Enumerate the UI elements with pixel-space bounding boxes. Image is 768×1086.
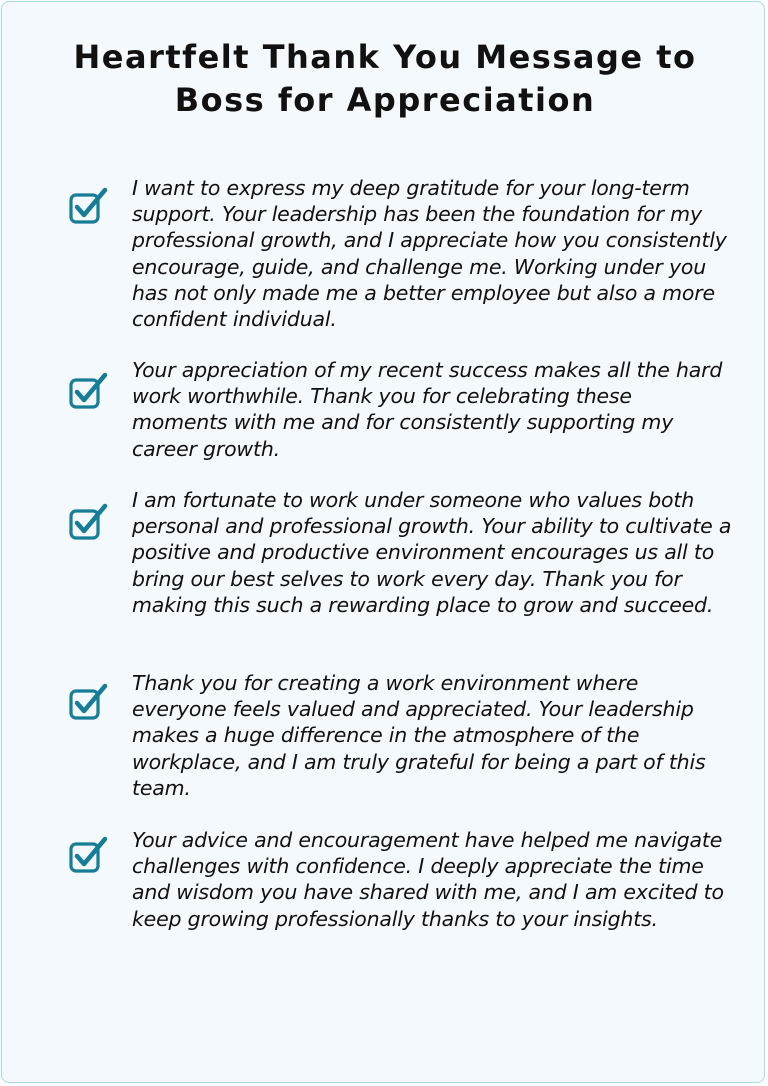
- item-text: Thank you for creating a work environment where everyone feels valued and appreciated. Your leadership makes a huge difference in the atmosphere of the workplace, and I am truly grateful for being a part of this team.: [132, 671, 706, 800]
- item-text: I want to express my deep gratitude for your long-term support. Your leadership has been the foundation for my professional growth, and I appreciate how you consistently encourage, guide, and challenge me. Working under you has not only made me a better employee but also a more confident individual.: [132, 176, 727, 332]
- checkbox-checked-icon: [68, 371, 110, 413]
- checkbox-checked-icon: [68, 502, 110, 544]
- item-text: I am fortunate to work under someone who values both personal and professional growth. Your ability to cultivate a positive and productive environment encourages us all to bring our best selves to work every day. Thank you for making this such a rewarding place to grow and succeed.: [132, 488, 732, 617]
- page-card: [1, 1, 765, 1083]
- checkbox-checked-icon: [68, 186, 110, 228]
- item-text: Your advice and encouragement have helped me navigate challenges with confidence. I deeply appreciate the time and wisdom you have shared with me, and I am excited to keep growing professionally thanks to your insights.: [132, 828, 724, 931]
- title-line-1: Heartfelt Thank You Message to: [73, 38, 697, 76]
- page-title: [2, 36, 768, 122]
- item-text: Your appreciation of my recent success makes all the hard work worthwhile. Thank you for celebrating these moments with me and for consistently supporting my career growth.: [132, 358, 723, 461]
- title-line-2: Boss for Appreciation: [174, 81, 596, 119]
- checkbox-checked-icon: [68, 682, 110, 724]
- checkbox-checked-icon: [68, 835, 110, 877]
